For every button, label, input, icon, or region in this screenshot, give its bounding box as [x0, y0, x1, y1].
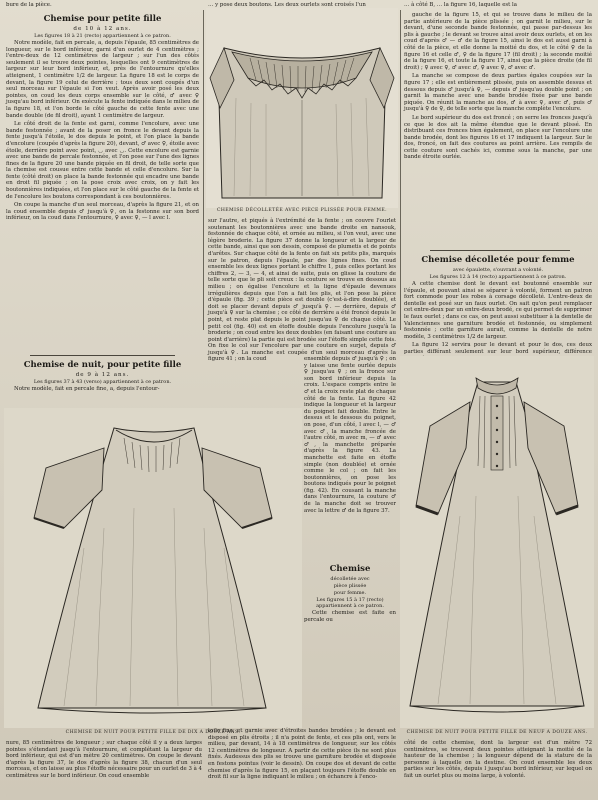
paragraph: sur l'autre, et piqués à l'extrémité de la fente ; on couvre l'ourlet soutenant les boutonnières avec une bande droite en nansouk, festonnée de chaque côté, et ornée au milieu, si l'on veut, avec une légère broderie. La figure 37 donne la longueur et la largeur de cette bande, ainsi que son dessin, composé de plumetis et de points d'arêtes. Sur chaque côté de la fente on fait six petits plis, marqués sur le patron, depuis l'épaule, par des lignes fines. On coud ensemble les deux lignes portant le chiffre 1, puis celles portant les chiffres 2, — 3, — 4, et ainsi de suite, puis on glisse la couture de telle sorte que le pli soit creux : la couture se trouve en dessous au milieu ; on égalise l'encolure et la ligne d'épaule devenues irrégulières depuis que l'on a fait les plis, et l'on pose la pièce d'épaule (fig. 39 ; cette pièce est double (c'est-à-dire doublée), et doit se placer devant depuis ♂ jusqu'à ♀. — derrière, depuis ♂ jusqu'à ♀ sur la chemise ; ce côté de derrière a été froncé depuis le point, et reste plat depuis le point jusqu'au ♀ de chaque côté. Le petit col (fig. 40) est en étoffe double depuis l'encolure jusqu'à la broderie ; on coud entre les deux doubles (en faisant une couture au point d'arrière) la partie qui est brodée sur l'étoffe simple cette fois. On fixe le col sur l'encolure par une couture en surjet, depuis ♂ jusqu'à ♀. La manche est coupée d'un seul morceau d'après la figure 41 ; on la coud	[208, 218, 396, 363]
paragraph: ensemble depuis ♂ jusqu'à ♀ ; on y laisse une fente ourlée depuis ♀ jusqu'au ♀ ; on la fronce sur son bord inférieur depuis la croix. L'espace compris entre le ♂ et la croix reste plat de chaque côté de la fente. La figure 42 indique la longueur et la largeur du poignet fait double. Entre le dessus et le dessous du poignet, on pose, d'un côté, l avec l, — ♂ avec ♂, la manche froncée de l'autre côté, m avec m, — ♂ avec ♂, la manchette préparée d'après la figure 43. La manchette est faite en étoffe simple (non doublée) et ornée comme le col ; on fait les boutonnières, on pose les boutons indiqués pour le poignet (fig. 42). En cousant la manche dans l'entournure, la couture ♂ de la manche doit se trouver avec la lettre ♂ de la figure 37.	[304, 356, 396, 514]
paragraph: Notre modèle, fait en percale fine, a, depuis l'entour-	[14, 386, 160, 392]
caption-chemise-nuit-right: CHEMISE DE NUIT POUR PETITE FILLE DE NEUF A DOUZE ANS.	[406, 730, 588, 735]
article-subtitle: avec épaulette, s'ouvrant a volonté.	[452, 267, 544, 273]
article-title: Chemise pour petite fille	[43, 14, 162, 24]
paragraph: On coupe la manche d'un seul morceau, d'après la figure 21, et on la coud ensemble depuis ♂ jusqu'à ♀, on la festonne sur son bord inférieur, on la coud dans l'entournure, ♀ avec ♀, — l avec l.	[6, 202, 199, 222]
column-divider-left	[203, 10, 204, 330]
article-chemise-petite-fille	[6, 12, 199, 354]
article-subtitle: pièce plissée	[333, 583, 367, 589]
article-age: de 9 à 12 ans.	[75, 372, 130, 378]
paragraph: A cette chemise dont le devant est boutonné ensemble sur l'épaule, et pouvant ainsi se séparer à volonté, forment un patron fort commode pour les robes à corsage décolleté. L'entre-deux de dentelle est posé sur un faux ourlet. On sait qu'on peut remplacer cet entre-deux par un entre-deux brodé, ce qui permet de supprimer le faux ourlet ; dans ce cas, on peut aussi substituer à la dentelle de Valenciennes une garniture brodée et festonnée, ou simplement festonnée ; cette garniture aurait, comme la dentelle de notre modèle, 3 centimètres 1/2 de largeur.	[404, 281, 592, 340]
caption-chemise-decolletee: CHEMISE DÉCOLLETÉE AVEC PIÈCE PLISSÉE POUR FEMME.	[216, 208, 388, 213]
bottom-text-right	[404, 740, 592, 798]
article-patron: Les figures 15 à 17 (recto) appartiennent à ce patron.	[316, 597, 384, 609]
caption-chemise-nuit-left: CHEMISE DE NUIT POUR PETITE FILLE DE DIX A DOUZE ANS.	[65, 730, 241, 735]
divider-line	[430, 250, 570, 251]
divider-line	[30, 355, 175, 356]
article-subtitle: pour femme.	[333, 590, 367, 596]
article-title: Chemise de nuit, pour petite fille	[23, 360, 182, 370]
article-patron: Les figures 12 à 14 (recto) appartiennent à ce patron.	[429, 274, 567, 280]
paragraph: Le bord supérieur du dos est froncé ; on serre les fronces jusqu'à ce que le dos ait la même étendue que le devant plissé. En distribuant ces fronces bien également, on place sur l'encolure une bande brodée, dont les figures 16 et 17 indiquent la largeur. Sur le dos, froncé, on fait des coutures au point arrière. Les rempils de cette couture sont cachés ici, comme sous la manche, par une bande étroite ourlée.	[404, 114, 592, 161]
top-fragment-left: bure de la pièce.	[6, 2, 52, 8]
article-chemise-nuit-petite-fille	[6, 358, 199, 408]
paragraph: gauche de la figure 15, et qui se trouve dans le milieu de la partie antérieure de la pièce plissée ; on garnit le milieu, sur le devant, d'une seconde bande festonnée, qui passe par-dessus les plis à gauche ; le devant se trouve ainsi avoir deux ourlets, et on les coud d'après ♂ — ♂ de la figure 15, ainsi le dos est aussi garni à côté de la pièce, et elle donne la moitié du dos, et le côté ♀ de la figure 16 et celle ♂, ♀ de la figure 17 (fil droit) ; la seconde moitié de la figure 16, et toute la figure 17, ainsi que la pièce droite (de fil droit) ; ♀ avec ♀, ♂ avec ♂, ♀ avec ♀, ♂ avec ♂.	[404, 12, 592, 71]
bottom-text-middle	[208, 728, 396, 798]
paragraph: nure, 85 centimètres de longueur ; sur chaque côté il y a deux larges pointes s'étendant jusqu'à l'entournure, et complétant la largeur du bord inférieur, qui est d'un mètre 20 centimètres. On coupe le devant d'après la figure 37, le dos d'après la figure 38, chacun d'un seul morceau, et on laisse au plus l'étoffe nécessaire pour un ourlet de 3 à 4 centimètres sur le bord inférieur. On coud ensemble	[6, 740, 202, 779]
article-chemise-piece-plissee	[304, 562, 396, 722]
paragraph: Le côté droit de la fente est garni, comme l'encolure, avec une bande festonnée ; avant de la poser on fronce le devant depuis la fente jusqu'à l'étoile, le dos depuis le point, et l'on place la bande d'encolure (coupée d'après la figure 20), devant, ♂ avec ♀, étoile avec étoile, derrière point avec point, ◡ avec ◡. Cette encolure est garnie avec une bande de percale festonnée, et l'on pose sur l'une des lignes fines de la figure 20 une bande piquée en fil droit, de telle sorte que la chemise est cousue entre cette bande et celle d'encolure. Sur la fente (côté droit) on place la bande festonnée qui encadre une bande en droit fil piquée ; on la pose croix avec croix, on y fait les boutonnières indiquées, et l'on place sur le côté gauche de la fente et de l'encolure les boutons correspondant à ces boutonnières.	[6, 121, 199, 200]
paragraph: La figure 12 servira pour le devant et pour le dos, ces deux parties différant seulement sur leur bord supérieur, différence	[404, 342, 592, 355]
article-title: Chemise décolletée pour femme	[421, 255, 575, 265]
illustration-chemise-nuit-right	[400, 356, 594, 728]
top-fragment-right: … à côté B, … la figure 16, laquelle est la	[404, 2, 517, 8]
column-divider-right	[400, 10, 401, 330]
paragraph: Cette chemise est faite en percale ou	[304, 610, 396, 623]
bottom-text-left	[6, 740, 202, 798]
article-continuation-center	[208, 218, 396, 363]
paragraph: toile fine, et garnie avec d'étroites bandes brodées ; le devant est disposé en plis étroits ; il n'a point de fente, et ces plis ont, vers le milieu, par devant, 14 à 18 centimètres de longueur, sur les côtés 12 centimètres de longueur. A partir de cette pièce ils ne sont plus fixés. Audessus des plis se trouve une garniture brodée et disposée en festons pointus (voir le dessin). On coupe dos et devant de cette chemise d'après la figure 15, en plaçant toujours l'étoffe double en droit fil sur la ligne indiquant le milieu ; on échancre à l'enco-	[208, 728, 396, 781]
article-age: de 10 à 12 ans.	[73, 26, 132, 32]
article-continuation-center-narrow	[304, 356, 396, 560]
article-patron: Les figures 18 à 21 (recto) appartiennent à ce patron.	[34, 33, 171, 39]
article-title: Chemise	[329, 564, 371, 574]
top-fragment-center: … y pose deux boutons. Les deux ourlets sont croisés l'un	[208, 2, 366, 8]
illustration-chemise-nuit-left	[4, 408, 302, 728]
article-subtitle: décolletée avec	[330, 576, 370, 582]
paragraph: Notre modèle, fait en percale, a, depuis l'épaule, 85 centimètres de longueur, sur le bord inférieur, garni d'un ourlet de 4 centimètres ; l'entre-deux de 12 centimètres de largeur ; sur l'un des côtés seulement il se trouve deux pointes, lesquelles ont 9 centimètres de largeur sur leur bord inférieur, et, près de l'entournure qu'elles atteignent, 1 centimètre 1/2 de largeur. La figure 18 est le corps de devant, la figure 19 celui de derrière ; tous deux sont coupés d'un seul morceau sur l'épaule si l'on veut. Après avoir posé les deux pointes, on coud les deux corps ensemble sur le côté, ♂ avec ♀ jusqu'au bord inférieur. On exécute la fente indiquée dans le milieu de la figure 18, et l'on borde le côté gauche de cette fente avec une bande double (de fil droit), ayant 1 centimètre de largeur.	[6, 40, 199, 119]
article-chemise-epaulette	[404, 253, 592, 353]
article-patron: Les figures 37 à 43 (verso) appartiennent à ce patron.	[33, 379, 172, 385]
paragraph: côté de cette chemise, dont la largeur est d'un mètre 72 centimètres, se trouvent deux pointes atteignant la moitié de la hauteur de la chemise ; la longueur dépend de la stature de la personne à laquelle on la destine. On coud ensemble les deux parties sur les côtés, depuis l jusqu'au bord inférieur, sur lequel on fait un ourlet plus ou moins large, à volonté.	[404, 740, 592, 779]
paragraph: La manche se compose de deux parties égales coupées sur la figure 17 ; elle est entièrement plissée, puis on assemble dessus et dessous depuis ♂ jusqu'à ♀, — depuis ♂ jusqu'au double point ; on garnit la manche avec une bande brodée fixée par une bande piquée. On réunit la manche au dos, ♂ à avec ♀, avec ♂, puis ♂ jusqu'à ♀ de ♀, de telle sorte que la manche complète l'encolure.	[404, 73, 592, 113]
illustration-chemise-decolletee	[206, 8, 398, 208]
article-continuation-right	[404, 12, 592, 250]
